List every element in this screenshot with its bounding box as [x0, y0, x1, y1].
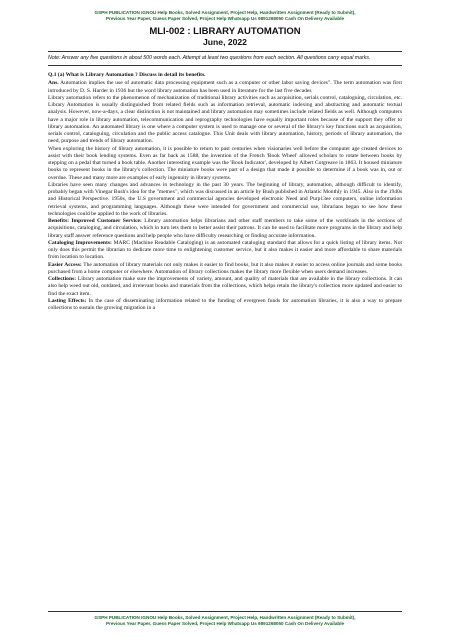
- exam-session: June, 2022: [203, 37, 247, 48]
- benefit-paragraph: Lasting Effects: In the case of disseminating information related to the funding of evergreen funds for automation libraries, it is also a way to prepare collections to sustain the growing migration in a: [48, 297, 403, 311]
- benefit-paragraph: Collections: Library automation make sure the improvements of variety, amount, and quality of materials that are available in the library collections. It can also help weed out old, outdated, and irrelevant books and materials from the collections, which helps retain the library's collection more updated and easier to find the exact item.: [48, 276, 402, 297]
- benefit-label: Collections:: [48, 276, 77, 282]
- answer-paragraph: Library automation refers to the phenomenon of mechanization of traditional library activities such as acquisition, serials control, cataloguing, circulation, etc. Library Automation is usually distinguished from related fields such as information retrieval, automatic indexing and abstracting and automatic textual analysis. However, now-a-days, a clear distinction is not maintained and library automation may sometimes include related fields as well. Although computers have a major role in library automation, telecommunication and reprography technologies have equally important roles because of the support they offer to library automation. An automated library is one where a computer system is used to manage one or several of the library's key functions such as acquisition, serials control, cataloguing, circulation and the public access catalogue. This Unit deals with library automation, history, periods of library automation, the need, purpose and trends of library automation.: [48, 94, 402, 145]
- benefit-paragraph: Benefits: Improved Customer Service: Library automation helps librarians and other staff members to take some of the workloads in the sections of acquisitions, cataloging, and circulation, which in turn lets them to better assist their patrons. It can be used to facilitate more programs in the library and help library staff answer reference questions and help people who have difficulty researching or finding accurate information.: [48, 218, 403, 239]
- publisher-banner-bottom: [48, 615, 402, 627]
- course-title: MLI-002 : LIBRARY AUTOMATION: [149, 26, 301, 38]
- answer-paragraph: Libraries have seen many changes and advances in technology in the past 30 years. The beginning of library, automation, although difficult to identify, probably began with Vinegar Bush's idea for the "memex", which was discussed in an article by Bush published in Atlantic Monthly in 1945. Also in the 1940s and Historical Perspective. 1950s, the U.S government and commercial agencies developed electronic Need and Purp13ee computers, online information retrieval systems, and programming languages. Although these were intended for government and commercial use, librarians began to see how these technologies could be applied to the work of libraries.: [48, 181, 402, 217]
- footer-line-1: GSPH PUBLICATION IGNOU Help Books, Solved Assignment, Project Help, Handwritten Assignment (Ready to Submit),: [94, 614, 356, 620]
- divider: [48, 51, 402, 52]
- answer-body: [48, 72, 402, 312]
- question-heading: Q.1 (a) What is Library Automation ? Discuss in detail its benefits.: [48, 72, 206, 78]
- banner-line-2: Previous Year Paper, Guess Paper Solved, Project Help Whatsapp Us 9891268050 Cash On Delivery Available: [105, 16, 345, 22]
- answer-paragraph: When exploring the history of library automation, it is possible to return to past centuries when visionaries well before the computer age created devices to assist with their book lending systems. Even as far back as 1588, the invention of the French 'Book Wheel' allowed scholars to rotate between books by stepping on a pedal that turned a book table. Another interesting example was the 'Book Indicator', developed by Albert Cotgreave in 1863. It housed miniature books to represent books in the library's collection. The miniature books were part of a design that made it possible to determine if a book was in, out or overdue. These and many more are examples of early ingenuity in library systems.: [48, 145, 402, 181]
- divider: [48, 611, 402, 612]
- footer: [48, 607, 402, 627]
- benefit-paragraph: Cataloging Improvements: MARC (Machine Readable Cataloging) is an automated cataloging standard that allows for a quick listing of library items. Not only does this permit the librarian to dedicate more time to enlightening customer service, but it also makes it easier and more affordable to share materials from location to location.: [48, 239, 403, 261]
- banner-line-1: GSPH PUBLICATION IGNOU Help Books, Solved Assignment, Project Help, Handwritten Assignment (Ready to Submit),: [94, 10, 356, 15]
- benefit-paragraph: Easier Access: The automation of library materials not only makes it easier to find books, but it also makes it easier to access online journals and some books purchased from a home computer or elsewhere. Automation of library collections makes the library more flexible when users demand increases.: [48, 261, 402, 275]
- publisher-banner-top: [48, 0, 402, 22]
- benefit-label: Cataloging Improvements:: [48, 239, 112, 246]
- ans-label: Ans.: [48, 80, 59, 87]
- benefit-label: Lasting Effects:: [48, 297, 87, 304]
- footer-line-2: Previous Year Paper, Guess Paper Solved, Project Help Whatsapp Us 9891268050 Cash On Delivery Available: [105, 620, 345, 626]
- answer-paragraph: Ans. Automation implies the use of automatic data processing equipment such as a computer or other labor saving devices". The term automation was first introduced by D. S. Harder in 1936 but the word library automation has been used in literature for the last five decades: [48, 80, 402, 94]
- instructions-note: Note: Answer any five questions in about 500 words each. Attempt at least two questions from each section. All questions carry equal marks.: [48, 55, 371, 62]
- benefit-label: Benefits: Improved Customer Service:: [48, 218, 142, 224]
- divider: [48, 65, 402, 66]
- benefit-label: Easier Access:: [48, 261, 82, 268]
